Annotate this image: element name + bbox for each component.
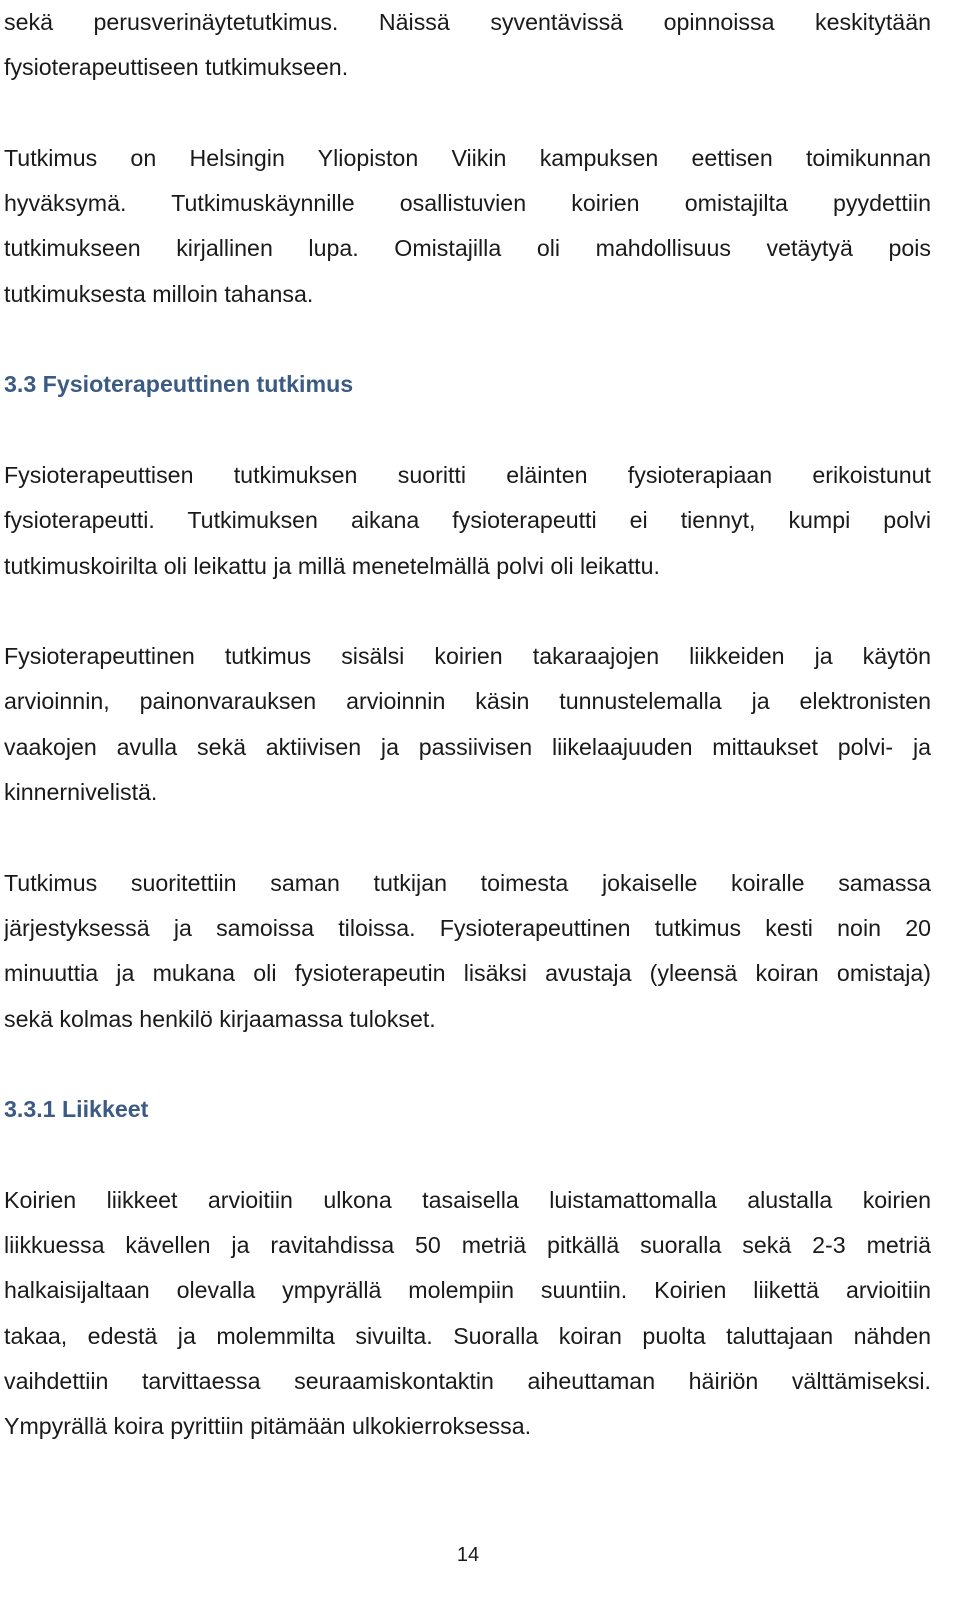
section-heading-3-3: 3.3 Fysioterapeuttinen tutkimus xyxy=(4,371,354,398)
text-line: Ympyrällä koira pyrittiin pitämään ulkokierroksessa. xyxy=(4,1413,532,1440)
text-line: kinnernivelistä. xyxy=(4,779,158,806)
text-line: vaihdettiin tarvittaessa seuraamiskontaktin aiheuttaman häiriön välttämiseksi. xyxy=(4,1367,931,1394)
text-line: halkaisijaltaan olevalla ympyrällä molempiin suuntiin. Koirien liikettä arvioitiin xyxy=(4,1277,931,1304)
text-line: Tutkimus on Helsingin Yliopiston Viikin kampuksen eettisen toimikunnan xyxy=(4,144,931,171)
text-line: fysioterapeutti. Tutkimuksen aikana fysioterapeutti ei tiennyt, kumpi polvi xyxy=(4,507,931,534)
text-line: sekä perusverinäytetutkimus. Näissä syventävissä opinnoissa keskitytään xyxy=(4,9,931,35)
paragraph-intro-continuation xyxy=(4,0,931,91)
paragraph-gap xyxy=(4,1132,931,1177)
text-line: liikkuessa kävellen ja ravitahdissa 50 metriä pitkällä suoralla sekä 2-3 metriä xyxy=(4,1232,931,1259)
text-line: tutkimuksesta milloin tahansa. xyxy=(4,280,314,307)
page-number: 14 xyxy=(456,1544,480,1566)
text-line: fysioterapeuttiseen tutkimukseen. xyxy=(4,54,349,81)
paragraph-gap xyxy=(4,589,931,634)
text-line: arvioinnin, painonvarauksen arvioinnin käsin tunnustelemalla ja elektronisten xyxy=(4,688,931,715)
paragraph-examiner xyxy=(4,453,931,589)
paragraph-gap xyxy=(4,815,931,860)
text-line: hyväksymä. Tutkimuskäynnille osallistuvien koirien omistajilta pyydettiin xyxy=(4,190,931,217)
paragraph-gap xyxy=(4,408,931,453)
text-line: järjestyksessä ja samoissa tiloissa. Fysioterapeuttinen tutkimus kesti noin 20 xyxy=(4,914,931,941)
text-line: takaa, edestä ja molemmilta sivuilta. Suoralla koiran puolta taluttajaan nähden xyxy=(4,1322,931,1349)
text-line: tutkimukseen kirjallinen lupa. Omistajilla oli mahdollisuus vetäytyä pois xyxy=(4,235,931,262)
paragraph-exam-contents xyxy=(4,634,931,815)
paragraph-movements xyxy=(4,1178,931,1450)
text-line: tutkimuskoirilta oli leikattu ja millä menetelmällä polvi oli leikattu. xyxy=(4,552,660,579)
text-line: minuuttia ja mukana oli fysioterapeutin lisäksi avustaja (yleensä koiran omistaja) xyxy=(4,960,931,987)
text-line: Fysioterapeuttinen tutkimus sisälsi koirien takaraajojen liikkeiden ja käytön xyxy=(4,643,931,670)
paragraph-gap xyxy=(4,1042,931,1087)
text-line: sekä kolmas henkilö kirjaamassa tulokset. xyxy=(4,1005,436,1032)
text-line: Fysioterapeuttisen tutkimuksen suoritti eläinten fysioterapiaan erikoistunut xyxy=(4,461,931,488)
section-heading-3-3-1: 3.3.1 Liikkeet xyxy=(4,1096,149,1123)
paragraph-gap xyxy=(4,317,931,362)
paragraph-gap xyxy=(4,91,931,136)
document-page xyxy=(4,0,931,1450)
text-line: Koirien liikkeet arvioitiin ulkona tasaisella luistamattomalla alustalla koirien xyxy=(4,1186,931,1213)
paragraph-exam-procedure xyxy=(4,861,931,1042)
text-line: vaakojen avulla sekä aktiivisen ja passiivisen liikelaajuuden mittaukset polvi- ja xyxy=(4,733,931,760)
text-line: Tutkimus suoritettiin saman tutkijan toimesta jokaiselle koiralle samassa xyxy=(4,869,931,896)
paragraph-ethics xyxy=(4,136,931,317)
